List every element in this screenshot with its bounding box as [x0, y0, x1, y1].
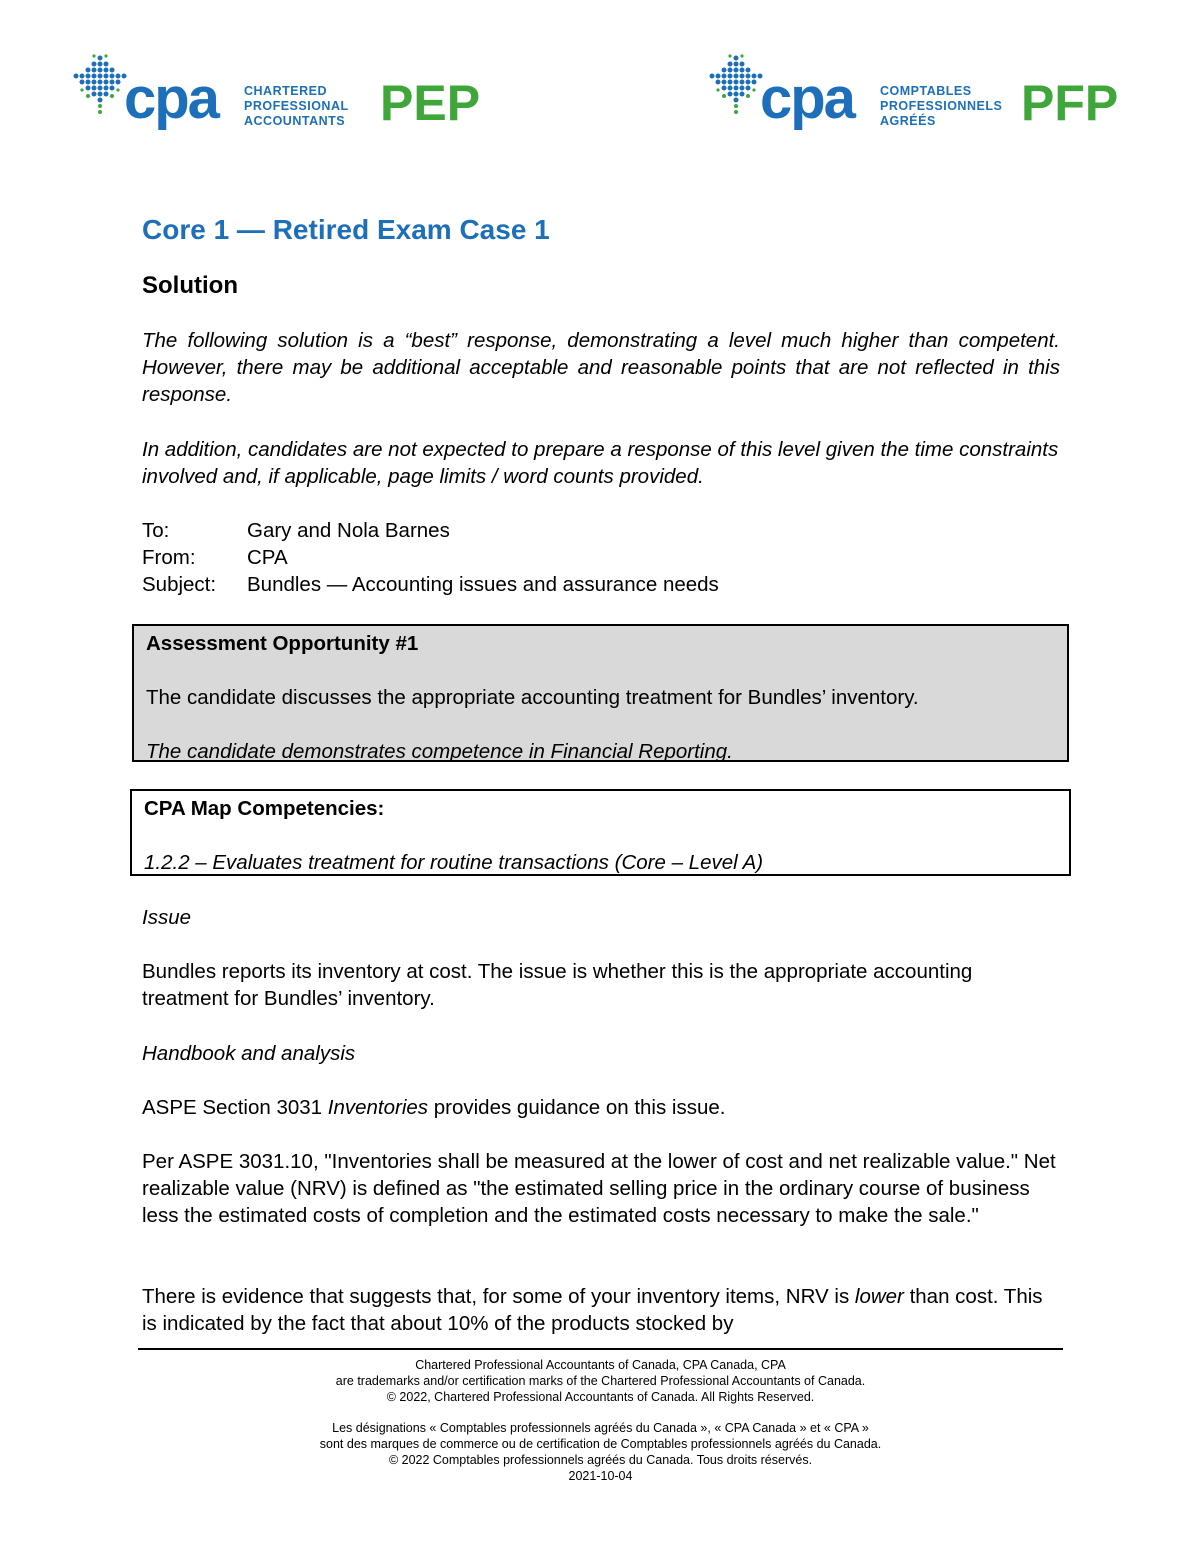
footer-date: 2021-10-04: [568, 1469, 633, 1483]
cpa-wordmark: cpa: [124, 66, 218, 131]
issue-text: Bundles reports its inventory at cost. The issue is whether this is the appropriate accounting treatment for Bundles’ inventory.: [142, 960, 973, 1010]
maple-leaf-icon: [708, 52, 764, 122]
competencies-heading: CPA Map Competencies:: [144, 797, 385, 820]
footer-english: Chartered Professional Accountants of Canada, CPA Canada, CPA are trademarks and/or certification marks of the Chartered Professional Accountants of Canada. © 2022, Chartered Professional Accountants of Canada. All Rights Reserved.: [335, 1358, 866, 1404]
intro-paragraph-2: In addition, candidates are not expected to prepare a response of this level given the time constraints involved and, if applicable, page limits / word counts provided.: [142, 438, 1059, 488]
handbook-heading: Handbook and analysis: [142, 1042, 356, 1065]
evidence-paragraph: There is evidence that suggests that, for some of your inventory items, NRV is lower than cost. This is indicated by the fact that about 10% of the products stocked by: [142, 1285, 1043, 1335]
cpa-subtitle: CHARTERED PROFESSIONAL ACCOUNTANTS: [244, 84, 349, 128]
cpa-wordmark: cpa: [760, 66, 854, 131]
assessment-heading: Assessment Opportunity #1: [146, 632, 419, 655]
cpa-pfp-logo: [708, 52, 1138, 144]
footer-divider: [138, 1348, 1063, 1350]
per-aspe-paragraph: Per ASPE 3031.10, "Inventories shall be measured at the lower of cost and net realizable value." Net realizable value (NRV) is defined as "the estimated selling price in the ordinary course of business less the estimated costs of completion and the estimated costs necessary to make the sale.": [142, 1150, 1056, 1227]
cpa-pep-logo: [72, 52, 502, 144]
footer-french: Les désignations « Comptables professionnels agréés du Canada », « CPA Canada » et « CPA » sont des marques de commerce ou de certification de Comptables professionnels agréés du Canada. © 2022 Comptables professionnels agréés du Canada. Tous droits réservés. 2021-10-04: [138, 1420, 1063, 1484]
memo-from: From: CPA: [142, 546, 288, 569]
maple-leaf-icon: [72, 52, 128, 122]
assessment-opportunity-box: [132, 624, 1069, 762]
cpa-subtitle: COMPTABLES PROFESSIONNELS AGRÉÉS: [880, 84, 1003, 128]
memo-header: [142, 517, 719, 598]
page-title: Core 1 — Retired Exam Case 1: [142, 214, 550, 245]
assessment-line-1: The candidate discusses the appropriate accounting treatment for Bundles’ inventory.: [146, 686, 919, 709]
memo-to: To: Gary and Nola Barnes: [142, 519, 450, 542]
competencies-box: [130, 789, 1071, 876]
issue-heading: Issue: [142, 906, 191, 929]
assessment-line-2: The candidate demonstrates competence in Financial Reporting.: [146, 740, 733, 763]
solution-heading: Solution: [142, 272, 238, 299]
program-name: PFP: [1021, 75, 1119, 131]
program-name: PEP: [380, 75, 481, 131]
memo-subject: Subject: Bundles — Accounting issues and assurance needs: [142, 573, 719, 596]
intro-paragraph-1: The following solution is a “best” response, demonstrating a level much higher than competent. However, there may be additional acceptable and reasonable points that are not reflected in this response.: [142, 329, 1060, 406]
aspe-paragraph: ASPE Section 3031 Inventories provides guidance on this issue.: [142, 1096, 726, 1119]
competencies-line-1: 1.2.2 – Evaluates treatment for routine transactions (Core – Level A): [144, 851, 764, 874]
